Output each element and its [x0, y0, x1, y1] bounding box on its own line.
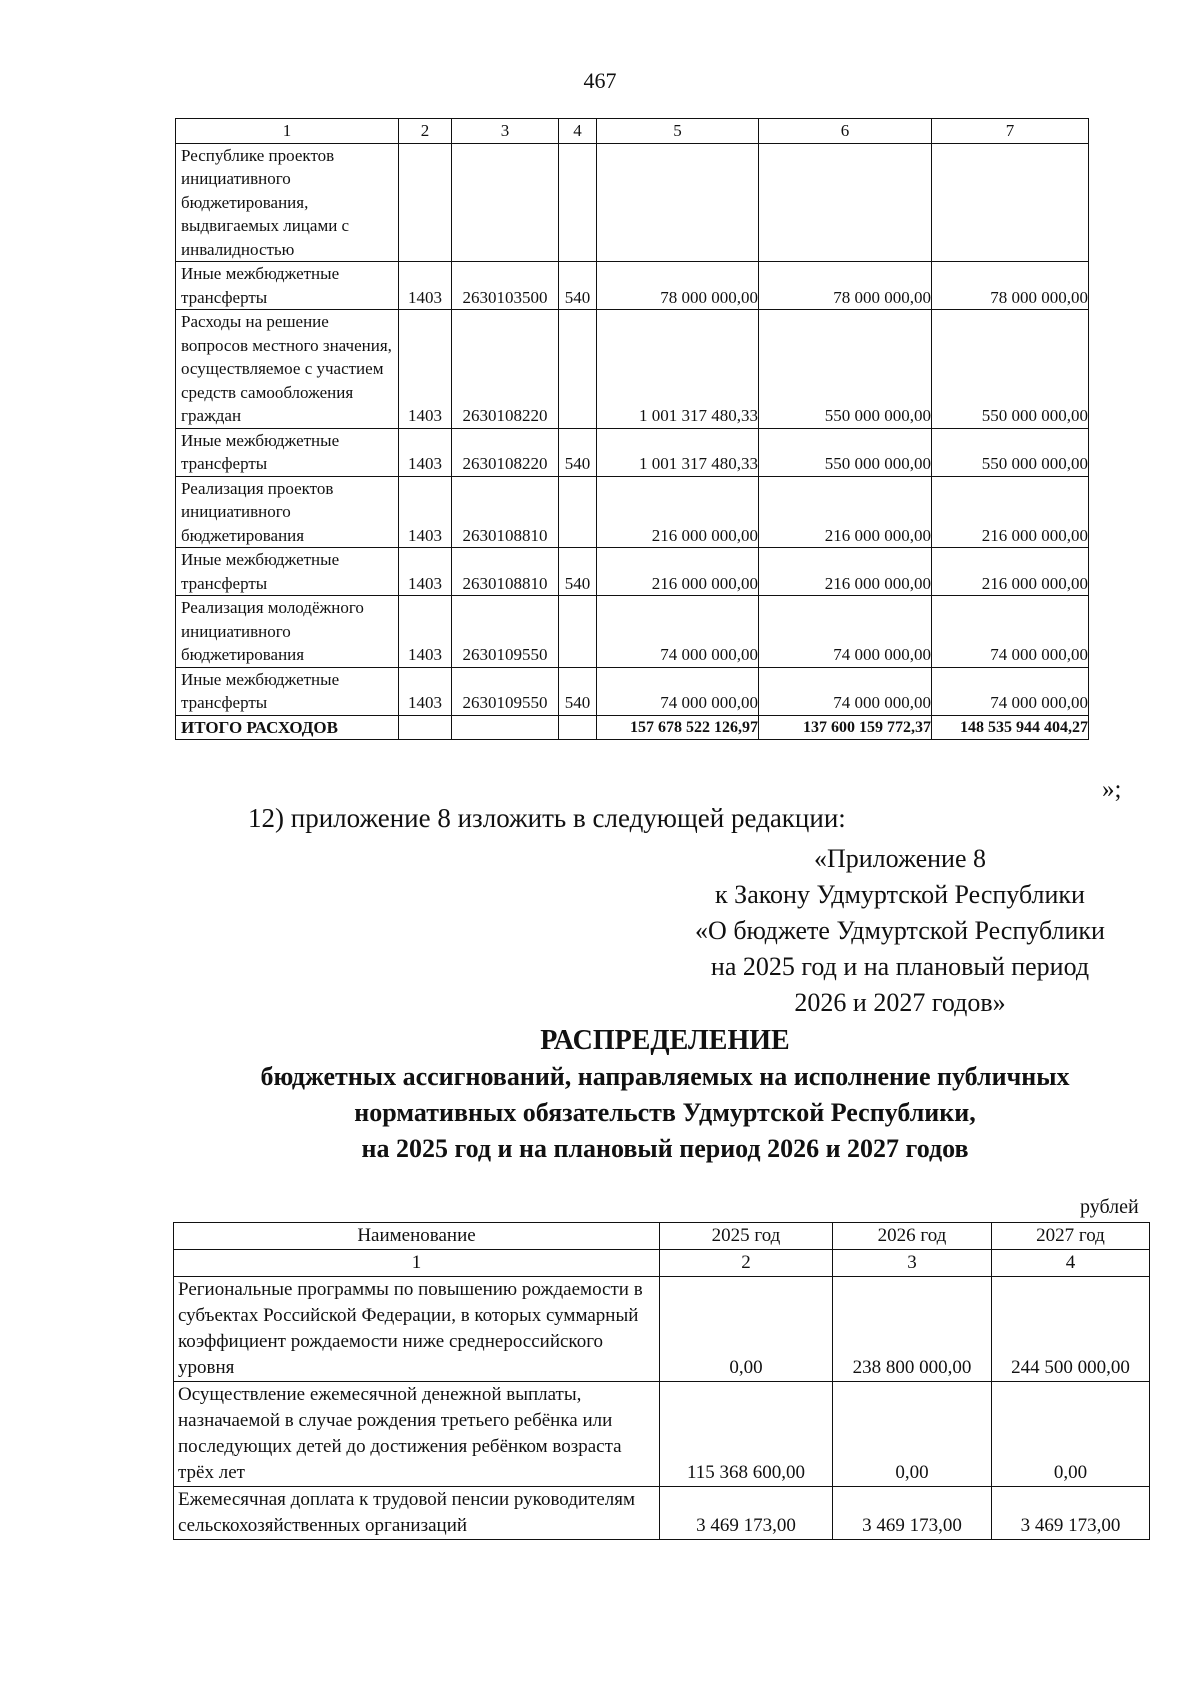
amount-2027	[932, 143, 1089, 262]
amount-2027: 74 000 000,00	[932, 667, 1089, 715]
expense-type: 540	[559, 548, 597, 596]
amount-2025: 74 000 000,00	[597, 596, 759, 668]
section-code	[399, 143, 452, 262]
units-label: рублей	[1080, 1196, 1139, 1218]
target-code: 2630108810	[452, 548, 559, 596]
col-number: 4	[992, 1250, 1150, 1277]
col-header-4: 4	[559, 119, 597, 144]
amount-2025	[597, 143, 759, 262]
empty-cell	[559, 715, 597, 740]
heading-line: нормативных обязательств Удмуртской Республики,	[354, 1098, 976, 1127]
amount-2025: 1 001 317 480,33	[597, 310, 759, 429]
table-row	[176, 428, 1089, 476]
amount-2025: 0,00	[660, 1277, 833, 1382]
row-name: Ежемесячная доплата к трудовой пенсии руководителям сельскохозяйственных организаций	[174, 1487, 660, 1540]
amount-2027: 0,00	[992, 1382, 1150, 1487]
section-heading	[0, 1023, 1200, 1167]
target-code: 2630109550	[452, 596, 559, 668]
target-code: 2630108810	[452, 476, 559, 548]
target-code: 2630103500	[452, 262, 559, 310]
expense-type	[559, 596, 597, 668]
col-header-2: 2	[399, 119, 452, 144]
amount-2026: 216 000 000,00	[759, 548, 932, 596]
amount-2025: 74 000 000,00	[597, 667, 759, 715]
col-header-1: 1	[176, 119, 399, 144]
expense-type: 540	[559, 667, 597, 715]
expense-type	[559, 476, 597, 548]
col-header-5: 5	[597, 119, 759, 144]
table-header-row	[174, 1223, 1150, 1250]
amount-2027: 550 000 000,00	[932, 310, 1089, 429]
table-row	[174, 1277, 1150, 1382]
section-code: 1403	[399, 310, 452, 429]
amount-2027: 78 000 000,00	[932, 262, 1089, 310]
amount-2026	[759, 143, 932, 262]
total-2025: 157 678 522 126,97	[597, 715, 759, 740]
page-number: 467	[583, 68, 617, 93]
col-number: 3	[833, 1250, 992, 1277]
expense-type: 540	[559, 428, 597, 476]
appendix-line: к Закону Удмуртской Республики	[715, 880, 1085, 909]
amount-2026: 550 000 000,00	[759, 310, 932, 429]
appendix-line: «О бюджете Удмуртской Республики	[695, 916, 1105, 945]
section-code: 1403	[399, 262, 452, 310]
row-name: Иные межбюджетные трансферты	[176, 262, 399, 310]
heading-line: бюджетных ассигнований, направляемых на исполнение публичных	[260, 1062, 1070, 1091]
amount-2025: 1 001 317 480,33	[597, 428, 759, 476]
row-name: Реализация проектов инициативного бюджетирования	[176, 476, 399, 548]
target-code	[452, 143, 559, 262]
amount-2026: 216 000 000,00	[759, 476, 932, 548]
section-code: 1403	[399, 548, 452, 596]
expense-type	[559, 143, 597, 262]
total-2026: 137 600 159 772,37	[759, 715, 932, 740]
appendix-line: на 2025 год и на плановый период	[710, 952, 1090, 981]
table-row	[176, 476, 1089, 548]
col-header-2025: 2025 год	[660, 1223, 833, 1250]
col-header-2026: 2026 год	[833, 1223, 992, 1250]
amount-2026: 238 800 000,00	[833, 1277, 992, 1382]
amount-2026: 3 469 173,00	[833, 1487, 992, 1540]
closing-quote-mark: »;	[1102, 776, 1122, 803]
amount-2025: 216 000 000,00	[597, 476, 759, 548]
total-2027: 148 535 944 404,27	[932, 715, 1089, 740]
appendix-header	[640, 841, 1160, 1021]
table-row	[174, 1382, 1150, 1487]
expense-type: 540	[559, 262, 597, 310]
col-header-2027: 2027 год	[992, 1223, 1150, 1250]
target-code: 2630108220	[452, 310, 559, 429]
table-header-row	[176, 119, 1089, 144]
item-12-text: 12) приложение 8 изложить в следующей редакции:	[248, 803, 846, 833]
amount-2026: 74 000 000,00	[759, 667, 932, 715]
amount-2027: 74 000 000,00	[932, 596, 1089, 668]
row-name: Осуществление ежемесячной денежной выплаты, назначаемой в случае рождения третьего ребёнка или последующих детей до достижения ребёнком возраста трёх лет	[174, 1382, 660, 1487]
col-number: 2	[660, 1250, 833, 1277]
section-code: 1403	[399, 476, 452, 548]
amount-2025: 78 000 000,00	[597, 262, 759, 310]
col-header-6: 6	[759, 119, 932, 144]
table-row	[176, 548, 1089, 596]
amount-2026: 74 000 000,00	[759, 596, 932, 668]
row-name: Региональные программы по повышению рождаемости в субъектах Российской Федерации, в которых суммарный коэффициент рождаемости ниже среднероссийского уровня	[174, 1277, 660, 1382]
amount-2025: 3 469 173,00	[660, 1487, 833, 1540]
amount-2026: 78 000 000,00	[759, 262, 932, 310]
appendix-line: «Приложение 8	[813, 844, 987, 873]
section-code: 1403	[399, 667, 452, 715]
col-header-3: 3	[452, 119, 559, 144]
heading-line: на 2025 год и на плановый период 2026 и 2027 годов	[361, 1134, 969, 1163]
empty-cell	[452, 715, 559, 740]
table-row	[176, 143, 1089, 262]
amount-2025: 115 368 600,00	[660, 1382, 833, 1487]
amount-2026: 0,00	[833, 1382, 992, 1487]
row-name: Расходы на решение вопросов местного значения, осуществляемое с участием средств самообложения граждан	[176, 310, 399, 429]
heading-title: РАСПРЕДЕЛЕНИЕ	[540, 1025, 790, 1056]
total-label: ИТОГО РАСХОДОВ	[176, 715, 399, 740]
row-name: Реализация молодёжного инициативного бюджетирования	[176, 596, 399, 668]
col-number: 1	[174, 1250, 660, 1277]
col-header-7: 7	[932, 119, 1089, 144]
table-row	[176, 310, 1089, 429]
section-code: 1403	[399, 596, 452, 668]
amount-2026: 550 000 000,00	[759, 428, 932, 476]
table-row	[176, 262, 1089, 310]
appendix-line: 2026 и 2027 годов»	[794, 988, 1006, 1017]
amount-2027: 216 000 000,00	[932, 476, 1089, 548]
table-row	[176, 596, 1089, 668]
obligations-table	[173, 1222, 1150, 1540]
amount-2027: 3 469 173,00	[992, 1487, 1150, 1540]
target-code: 2630108220	[452, 428, 559, 476]
section-code: 1403	[399, 428, 452, 476]
amount-2027: 550 000 000,00	[932, 428, 1089, 476]
table-subheader-row	[174, 1250, 1150, 1277]
total-row	[176, 715, 1089, 740]
empty-cell	[399, 715, 452, 740]
target-code: 2630109550	[452, 667, 559, 715]
col-header-name: Наименование	[174, 1223, 660, 1250]
amount-2025: 216 000 000,00	[597, 548, 759, 596]
row-name: Иные межбюджетные трансферты	[176, 428, 399, 476]
table-row	[176, 667, 1089, 715]
amount-2027: 244 500 000,00	[992, 1277, 1150, 1382]
row-name: Республике проектов инициативного бюджетирования, выдвигаемых лицами с инвалидностью	[176, 143, 399, 262]
expenditure-table	[175, 118, 1089, 740]
row-name: Иные межбюджетные трансферты	[176, 548, 399, 596]
amount-2027: 216 000 000,00	[932, 548, 1089, 596]
table-row	[174, 1487, 1150, 1540]
expense-type	[559, 310, 597, 429]
row-name: Иные межбюджетные трансферты	[176, 667, 399, 715]
